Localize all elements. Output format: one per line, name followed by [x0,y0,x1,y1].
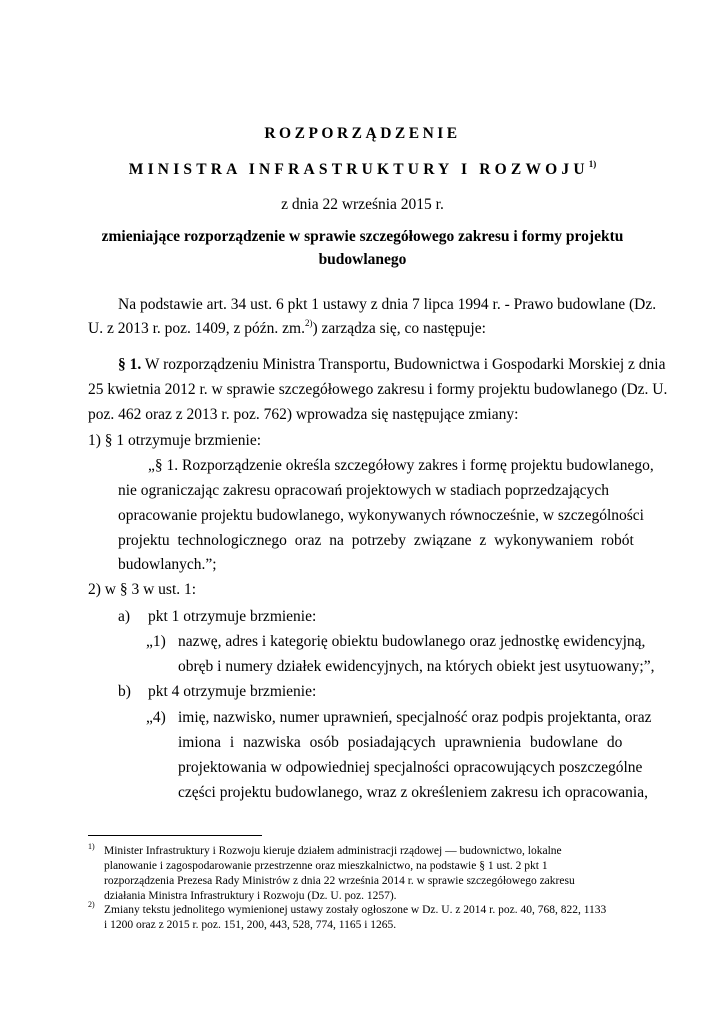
subitem-a-point-number: „1) [146,633,166,650]
footnote-1-mark: 1) [88,842,95,851]
item-1-heading: 1) § 1 otrzymuje brzmienie: [88,432,262,449]
section-1-text-1: W rozporządzeniu Ministra Transportu, Budownictwa i Gospodarki Morskiej z dnia [144,356,666,373]
item-2-heading: 2) w § 3 w ust. 1: [88,581,197,598]
item-1-quote-text-2: nie ograniczając zakresu opracowań projektowych w stadiach poprzedzających [118,482,610,499]
preamble-line-2 [88,319,486,339]
footnote-2-mark: 2) [88,900,95,909]
item-1-quote-line-3: opracowanie projektu budowlanego, wykonywanych równocześnie, w szczególności [118,507,644,524]
footnote-ref-1[interactable]: 1) [588,159,597,169]
footnote-1-line-4: działania Ministra Infrastruktury i Rozwoju (Dz. U. poz. 1257). [104,890,397,902]
subitem-a-line-1: nazwę, adres i kategorię obiektu budowlanego oraz jednostkę ewidencyjną, [178,633,646,650]
subitem-b-label: b) [118,683,131,700]
subitem-b-line-1: imię, nazwisko, numer uprawnień, specjalność oraz podpis projektanta, oraz [178,709,652,726]
item-1-quote-line-2 [118,481,636,501]
subitem-a-label: a) [118,608,131,625]
footnote-1-line-1: Minister Infrastruktury i Rozwoju kieruje działem administracji rządowej — budownictwo, lokalne [104,845,562,857]
preamble-text-1: Na podstawie art. 34 ust. 6 pkt 1 ustawy z dnia 7 lipca 1994 r. - Prawo budowlane (Dz. [118,296,657,313]
section-1-line-3: poz. 462 oraz z 2013 r. poz. 762) wprowadza się następujące zmiany: [88,406,519,423]
preamble-text-2b: ) zarządza się, co następuje: [312,320,486,337]
subitem-a-text: pkt 1 otrzymuje brzmienie: [148,608,317,625]
section-1-line-2: 25 kwietnia 2012 r. w sprawie szczegółowego zakresu i formy projektu budowlanego (Dz. U. [88,381,668,398]
section-mark: § 1. [118,356,142,373]
subitem-b-line-2: imiona i nazwiska osób posiadających uprawnienia budowlane do [178,734,623,751]
document-date: z dnia 22 września 2015 r. [281,196,444,213]
subitem-b-line-4: części projektu budowlanego, wraz z określeniem zakresu ich opracowania, [178,784,648,801]
footnote-2-line-1: Zmiany tekstu jednolitego wymienionej ustawy zostały ogłoszone w Dz. U. z 2014 r. poz. 40, 768, 822, 1133 [104,904,607,916]
preamble-text-2a: U. z 2013 r. poz. 1409, z późn. zm. [88,320,305,337]
subitem-b-text: pkt 4 otrzymuje brzmienie: [148,683,317,700]
ministry-name: MINISTRA INFRASTRUKTURY I ROZWOJU [128,161,589,178]
document-title: ROZPORZĄDZENIE [264,125,461,142]
preamble-line-1 [118,295,657,315]
issuing-ministry [0,160,725,180]
section-1-line-1 [118,355,665,375]
subitem-a-line-2: obręb i numery działek ewidencyjnych, na których obiekt jest usytuowany;”, [178,658,655,675]
footnote-separator [88,835,262,836]
footnote-1-line-2: planowanie i zagospodarowanie przestrzenne oraz mieszkalnictwo, na podstawie § 1 ust. 2 pkt 1 [104,860,548,872]
subject-line-1: zmieniające rozporządzenie w sprawie szczegółowego zakresu i formy projektu [101,228,624,245]
footnote-1-line-3: rozporządzenia Prezesa Rady Ministrów z dnia 22 września 2014 r. w sprawie szczegółowego zakresu [104,875,575,887]
item-1-quote-line-1: „§ 1. Rozporządzenie określa szczegółowy zakres i formę projektu budowlanego, [148,457,654,474]
item-1-quote-line-5: budowlanych.”; [118,556,217,573]
item-1-quote-line-4: projektu technologicznego oraz na potrzeby związane z wykonywaniem robót [118,532,634,549]
footnote-2-line-2: i 1200 oraz z 2015 r. poz. 151, 200, 443, 528, 774, 1165 i 1265. [104,919,397,931]
subitem-b-point-number: „4) [146,709,166,726]
subitem-b-line-3: projektowania w odpowiedniej specjalności opracowujących poszczególne [178,759,643,776]
subject-line-2: budowlanego [318,251,407,268]
footnote-ref-2[interactable]: 2) [304,318,313,328]
